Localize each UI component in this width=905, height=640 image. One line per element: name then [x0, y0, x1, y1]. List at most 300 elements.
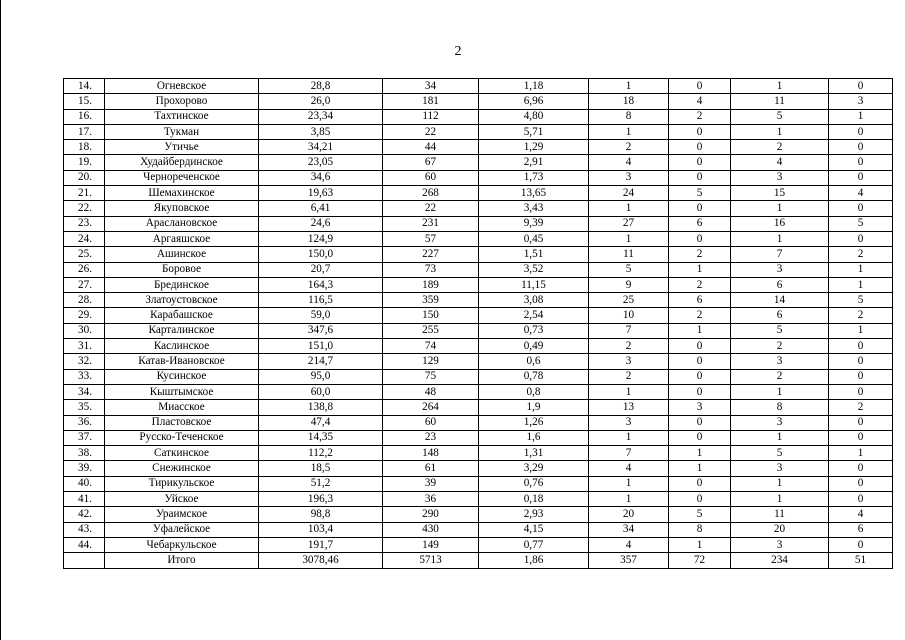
- value-1-cell: 112,2: [259, 446, 383, 461]
- row-number-cell: 43.: [64, 522, 105, 537]
- value-5-cell: 1: [669, 537, 731, 552]
- value-1-cell: 47,4: [259, 415, 383, 430]
- value-2-cell: 5713: [383, 553, 479, 568]
- table-row: [64, 140, 893, 155]
- table-row: [64, 461, 893, 476]
- value-6-cell: 1: [731, 201, 829, 216]
- locality-name-cell: Саткинское: [105, 446, 259, 461]
- row-number-cell: 40.: [64, 476, 105, 491]
- value-6-cell: 6: [731, 277, 829, 292]
- value-2-cell: 44: [383, 140, 479, 155]
- value-6-cell: 3: [731, 170, 829, 185]
- row-number-cell: 33.: [64, 369, 105, 384]
- value-3-cell: 0,49: [479, 339, 589, 354]
- row-number-cell: 29.: [64, 308, 105, 323]
- table-row: [64, 369, 893, 384]
- locality-name-cell: Ураимское: [105, 507, 259, 522]
- value-7-cell: 5: [829, 216, 893, 231]
- value-5-cell: 2: [669, 247, 731, 262]
- table-row: [64, 247, 893, 262]
- value-4-cell: 13: [589, 400, 669, 415]
- table-row: [64, 94, 893, 109]
- row-number-cell: 26.: [64, 262, 105, 277]
- value-5-cell: 72: [669, 553, 731, 568]
- value-7-cell: 2: [829, 247, 893, 262]
- value-3-cell: 3,43: [479, 201, 589, 216]
- value-5-cell: 2: [669, 109, 731, 124]
- value-1-cell: 28,8: [259, 79, 383, 94]
- value-7-cell: 3: [829, 94, 893, 109]
- row-number-cell: 34.: [64, 384, 105, 399]
- value-5-cell: 0: [669, 415, 731, 430]
- value-4-cell: 7: [589, 446, 669, 461]
- value-5-cell: 1: [669, 446, 731, 461]
- value-5-cell: 0: [669, 384, 731, 399]
- value-1-cell: 23,05: [259, 155, 383, 170]
- value-3-cell: 0,6: [479, 354, 589, 369]
- locality-name-cell: Боровое: [105, 262, 259, 277]
- table-row: [64, 308, 893, 323]
- value-1-cell: 116,5: [259, 293, 383, 308]
- table-row: [64, 201, 893, 216]
- value-4-cell: 27: [589, 216, 669, 231]
- value-3-cell: 0,73: [479, 323, 589, 338]
- value-1-cell: 6,41: [259, 201, 383, 216]
- value-5-cell: 5: [669, 186, 731, 201]
- value-3-cell: 4,15: [479, 522, 589, 537]
- value-1-cell: 150,0: [259, 247, 383, 262]
- value-3-cell: 1,73: [479, 170, 589, 185]
- value-3-cell: 1,51: [479, 247, 589, 262]
- value-6-cell: 3: [731, 354, 829, 369]
- value-2-cell: 22: [383, 201, 479, 216]
- locality-name-cell: Брединское: [105, 277, 259, 292]
- value-2-cell: 148: [383, 446, 479, 461]
- row-number-cell: 14.: [64, 79, 105, 94]
- value-6-cell: 3: [731, 415, 829, 430]
- value-2-cell: 39: [383, 476, 479, 491]
- value-1-cell: 59,0: [259, 308, 383, 323]
- value-1-cell: 19,63: [259, 186, 383, 201]
- value-7-cell: 0: [829, 79, 893, 94]
- value-2-cell: 73: [383, 262, 479, 277]
- value-3-cell: 4,80: [479, 109, 589, 124]
- row-number-cell: 32.: [64, 354, 105, 369]
- value-6-cell: 1: [731, 492, 829, 507]
- row-number-cell: 35.: [64, 400, 105, 415]
- row-number-cell: 19.: [64, 155, 105, 170]
- value-4-cell: 18: [589, 94, 669, 109]
- value-5-cell: 0: [669, 201, 731, 216]
- row-number-cell: 30.: [64, 323, 105, 338]
- value-2-cell: 36: [383, 492, 479, 507]
- value-4-cell: 3: [589, 354, 669, 369]
- value-2-cell: 359: [383, 293, 479, 308]
- value-4-cell: 3: [589, 415, 669, 430]
- value-5-cell: 1: [669, 461, 731, 476]
- value-7-cell: 0: [829, 231, 893, 246]
- value-7-cell: 0: [829, 384, 893, 399]
- value-4-cell: 20: [589, 507, 669, 522]
- value-6-cell: 3: [731, 262, 829, 277]
- table-row: [64, 109, 893, 124]
- value-6-cell: 1: [731, 231, 829, 246]
- page-number: 2: [454, 44, 462, 59]
- table-row: [64, 262, 893, 277]
- row-number-cell: 27.: [64, 277, 105, 292]
- row-number-cell: 17.: [64, 124, 105, 139]
- table-row: [64, 186, 893, 201]
- value-1-cell: 26,0: [259, 94, 383, 109]
- table-row: [64, 492, 893, 507]
- value-7-cell: 0: [829, 415, 893, 430]
- value-3-cell: 1,6: [479, 430, 589, 445]
- value-4-cell: 1: [589, 492, 669, 507]
- data-table: [63, 78, 893, 569]
- value-1-cell: 24,6: [259, 216, 383, 231]
- value-2-cell: 264: [383, 400, 479, 415]
- row-number-cell: 44.: [64, 537, 105, 552]
- locality-name-cell: Катав-Ивановское: [105, 354, 259, 369]
- value-4-cell: 1: [589, 201, 669, 216]
- value-7-cell: 2: [829, 400, 893, 415]
- value-6-cell: 1: [731, 384, 829, 399]
- value-1-cell: 191,7: [259, 537, 383, 552]
- value-3-cell: 2,54: [479, 308, 589, 323]
- value-1-cell: 3078,46: [259, 553, 383, 568]
- value-7-cell: 1: [829, 323, 893, 338]
- value-7-cell: 1: [829, 109, 893, 124]
- locality-name-cell: Прохорово: [105, 94, 259, 109]
- value-4-cell: 1: [589, 231, 669, 246]
- value-2-cell: 150: [383, 308, 479, 323]
- locality-name-cell: Карабашское: [105, 308, 259, 323]
- value-4-cell: 11: [589, 247, 669, 262]
- value-1-cell: 347,6: [259, 323, 383, 338]
- value-6-cell: 1: [731, 79, 829, 94]
- value-6-cell: 234: [731, 553, 829, 568]
- value-7-cell: 0: [829, 124, 893, 139]
- value-5-cell: 8: [669, 522, 731, 537]
- table-row: [64, 124, 893, 139]
- value-5-cell: 0: [669, 140, 731, 155]
- value-5-cell: 0: [669, 476, 731, 491]
- value-6-cell: 5: [731, 323, 829, 338]
- value-7-cell: 0: [829, 170, 893, 185]
- value-5-cell: 0: [669, 155, 731, 170]
- value-1-cell: 23,34: [259, 109, 383, 124]
- table-row: [64, 430, 893, 445]
- value-2-cell: 255: [383, 323, 479, 338]
- value-2-cell: 23: [383, 430, 479, 445]
- locality-name-cell: Миасское: [105, 400, 259, 415]
- value-2-cell: 75: [383, 369, 479, 384]
- value-2-cell: 129: [383, 354, 479, 369]
- value-3-cell: 6,96: [479, 94, 589, 109]
- value-1-cell: 103,4: [259, 522, 383, 537]
- value-7-cell: 2: [829, 308, 893, 323]
- value-1-cell: 214,7: [259, 354, 383, 369]
- value-5-cell: 0: [669, 124, 731, 139]
- value-1-cell: 151,0: [259, 339, 383, 354]
- value-2-cell: 57: [383, 231, 479, 246]
- value-2-cell: 60: [383, 170, 479, 185]
- value-6-cell: 3: [731, 537, 829, 552]
- value-3-cell: 1,29: [479, 140, 589, 155]
- value-2-cell: 22: [383, 124, 479, 139]
- value-5-cell: 4: [669, 94, 731, 109]
- value-1-cell: 18,5: [259, 461, 383, 476]
- table-row: [64, 415, 893, 430]
- table-row: [64, 293, 893, 308]
- value-3-cell: 2,93: [479, 507, 589, 522]
- table-row: [64, 216, 893, 231]
- table-row: [64, 79, 893, 94]
- value-4-cell: 2: [589, 140, 669, 155]
- value-3-cell: 11,15: [479, 277, 589, 292]
- value-4-cell: 2: [589, 369, 669, 384]
- value-7-cell: 0: [829, 140, 893, 155]
- locality-name-cell: Каслинское: [105, 339, 259, 354]
- value-7-cell: 0: [829, 492, 893, 507]
- row-number-cell: 36.: [64, 415, 105, 430]
- locality-name-cell: Уфалейское: [105, 522, 259, 537]
- value-2-cell: 231: [383, 216, 479, 231]
- total-row: [64, 553, 893, 568]
- value-7-cell: 4: [829, 507, 893, 522]
- value-7-cell: 5: [829, 293, 893, 308]
- locality-name-cell: Чебаркульское: [105, 537, 259, 552]
- row-number-cell: 16.: [64, 109, 105, 124]
- locality-name-cell: Пластовское: [105, 415, 259, 430]
- value-4-cell: 1: [589, 430, 669, 445]
- value-2-cell: 149: [383, 537, 479, 552]
- value-6-cell: 2: [731, 339, 829, 354]
- value-2-cell: 48: [383, 384, 479, 399]
- row-number-cell: [64, 553, 105, 568]
- locality-name-cell: Ашинское: [105, 247, 259, 262]
- value-6-cell: 11: [731, 507, 829, 522]
- locality-name-cell: Карталинское: [105, 323, 259, 338]
- locality-name-cell: Чернореченское: [105, 170, 259, 185]
- value-3-cell: 1,9: [479, 400, 589, 415]
- value-3-cell: 0,8: [479, 384, 589, 399]
- value-2-cell: 430: [383, 522, 479, 537]
- value-4-cell: 25: [589, 293, 669, 308]
- row-number-cell: 42.: [64, 507, 105, 522]
- table-body: [64, 79, 893, 569]
- value-5-cell: 6: [669, 293, 731, 308]
- value-6-cell: 5: [731, 446, 829, 461]
- value-3-cell: 1,26: [479, 415, 589, 430]
- value-1-cell: 60,0: [259, 384, 383, 399]
- value-5-cell: 1: [669, 262, 731, 277]
- value-7-cell: 1: [829, 262, 893, 277]
- value-7-cell: 51: [829, 553, 893, 568]
- value-7-cell: 0: [829, 430, 893, 445]
- row-number-cell: 15.: [64, 94, 105, 109]
- locality-name-cell: Снежинское: [105, 461, 259, 476]
- value-6-cell: 3: [731, 461, 829, 476]
- value-1-cell: 138,8: [259, 400, 383, 415]
- value-2-cell: 112: [383, 109, 479, 124]
- value-5-cell: 5: [669, 507, 731, 522]
- value-4-cell: 4: [589, 537, 669, 552]
- value-2-cell: 34: [383, 79, 479, 94]
- value-3-cell: 1,31: [479, 446, 589, 461]
- value-4-cell: 4: [589, 461, 669, 476]
- locality-name-cell: Огневское: [105, 79, 259, 94]
- value-7-cell: 0: [829, 201, 893, 216]
- value-6-cell: 16: [731, 216, 829, 231]
- value-3-cell: 1,86: [479, 553, 589, 568]
- value-3-cell: 9,39: [479, 216, 589, 231]
- row-number-cell: 41.: [64, 492, 105, 507]
- table-row: [64, 354, 893, 369]
- value-1-cell: 196,3: [259, 492, 383, 507]
- value-6-cell: 2: [731, 369, 829, 384]
- table-row: [64, 537, 893, 552]
- value-6-cell: 4: [731, 155, 829, 170]
- value-5-cell: 0: [669, 492, 731, 507]
- value-1-cell: 34,6: [259, 170, 383, 185]
- locality-name-cell: Араслановское: [105, 216, 259, 231]
- row-number-cell: 22.: [64, 201, 105, 216]
- value-5-cell: 0: [669, 354, 731, 369]
- value-2-cell: 74: [383, 339, 479, 354]
- locality-name-cell: Итого: [105, 553, 259, 568]
- table-row: [64, 277, 893, 292]
- locality-name-cell: Аргаяшское: [105, 231, 259, 246]
- row-number-cell: 18.: [64, 140, 105, 155]
- value-7-cell: 0: [829, 369, 893, 384]
- locality-name-cell: Златоустовское: [105, 293, 259, 308]
- value-7-cell: 0: [829, 537, 893, 552]
- value-4-cell: 24: [589, 186, 669, 201]
- table-row: [64, 231, 893, 246]
- value-2-cell: 67: [383, 155, 479, 170]
- locality-name-cell: Шемахинское: [105, 186, 259, 201]
- value-1-cell: 34,21: [259, 140, 383, 155]
- value-5-cell: 0: [669, 430, 731, 445]
- value-3-cell: 0,77: [479, 537, 589, 552]
- row-number-cell: 39.: [64, 461, 105, 476]
- row-number-cell: 23.: [64, 216, 105, 231]
- value-2-cell: 268: [383, 186, 479, 201]
- value-6-cell: 1: [731, 476, 829, 491]
- value-6-cell: 7: [731, 247, 829, 262]
- locality-name-cell: Русско-Теченское: [105, 430, 259, 445]
- value-1-cell: 3,85: [259, 124, 383, 139]
- value-3-cell: 3,29: [479, 461, 589, 476]
- table-row: [64, 446, 893, 461]
- value-4-cell: 4: [589, 155, 669, 170]
- value-2-cell: 61: [383, 461, 479, 476]
- locality-name-cell: Якуповское: [105, 201, 259, 216]
- value-4-cell: 1: [589, 384, 669, 399]
- value-3-cell: 0,18: [479, 492, 589, 507]
- value-6-cell: 1: [731, 430, 829, 445]
- value-7-cell: 0: [829, 461, 893, 476]
- value-7-cell: 0: [829, 476, 893, 491]
- value-2-cell: 60: [383, 415, 479, 430]
- value-5-cell: 0: [669, 79, 731, 94]
- value-4-cell: 2: [589, 339, 669, 354]
- locality-name-cell: Утичье: [105, 140, 259, 155]
- value-3-cell: 3,52: [479, 262, 589, 277]
- value-5-cell: 1: [669, 323, 731, 338]
- value-4-cell: 34: [589, 522, 669, 537]
- value-2-cell: 290: [383, 507, 479, 522]
- locality-name-cell: Тахтинское: [105, 109, 259, 124]
- value-4-cell: 8: [589, 109, 669, 124]
- row-number-cell: 21.: [64, 186, 105, 201]
- value-3-cell: 3,08: [479, 293, 589, 308]
- value-3-cell: 1,18: [479, 79, 589, 94]
- table-row: [64, 170, 893, 185]
- value-6-cell: 5: [731, 109, 829, 124]
- value-1-cell: 124,9: [259, 231, 383, 246]
- table-row: [64, 522, 893, 537]
- page-left-border: [0, 0, 1, 640]
- value-5-cell: 0: [669, 170, 731, 185]
- row-number-cell: 24.: [64, 231, 105, 246]
- value-4-cell: 1: [589, 124, 669, 139]
- value-4-cell: 7: [589, 323, 669, 338]
- value-3-cell: 0,76: [479, 476, 589, 491]
- value-3-cell: 5,71: [479, 124, 589, 139]
- value-3-cell: 13,65: [479, 186, 589, 201]
- value-1-cell: 98,8: [259, 507, 383, 522]
- value-2-cell: 181: [383, 94, 479, 109]
- value-2-cell: 227: [383, 247, 479, 262]
- locality-name-cell: Уйское: [105, 492, 259, 507]
- value-6-cell: 2: [731, 140, 829, 155]
- value-4-cell: 9: [589, 277, 669, 292]
- row-number-cell: 38.: [64, 446, 105, 461]
- value-4-cell: 10: [589, 308, 669, 323]
- value-5-cell: 0: [669, 369, 731, 384]
- value-1-cell: 14,35: [259, 430, 383, 445]
- value-7-cell: 4: [829, 186, 893, 201]
- value-5-cell: 2: [669, 308, 731, 323]
- value-4-cell: 3: [589, 170, 669, 185]
- table-row: [64, 507, 893, 522]
- value-1-cell: 51,2: [259, 476, 383, 491]
- value-3-cell: 0,45: [479, 231, 589, 246]
- value-2-cell: 189: [383, 277, 479, 292]
- value-6-cell: 6: [731, 308, 829, 323]
- value-4-cell: 357: [589, 553, 669, 568]
- locality-name-cell: Тирикульское: [105, 476, 259, 491]
- value-5-cell: 3: [669, 400, 731, 415]
- value-7-cell: 0: [829, 339, 893, 354]
- table-row: [64, 323, 893, 338]
- value-5-cell: 0: [669, 339, 731, 354]
- value-6-cell: 8: [731, 400, 829, 415]
- value-7-cell: 1: [829, 446, 893, 461]
- value-6-cell: 1: [731, 124, 829, 139]
- value-7-cell: 0: [829, 354, 893, 369]
- value-7-cell: 0: [829, 155, 893, 170]
- value-3-cell: 0,78: [479, 369, 589, 384]
- locality-name-cell: Тукман: [105, 124, 259, 139]
- table-row: [64, 384, 893, 399]
- table-row: [64, 476, 893, 491]
- value-7-cell: 6: [829, 522, 893, 537]
- row-number-cell: 37.: [64, 430, 105, 445]
- value-4-cell: 1: [589, 476, 669, 491]
